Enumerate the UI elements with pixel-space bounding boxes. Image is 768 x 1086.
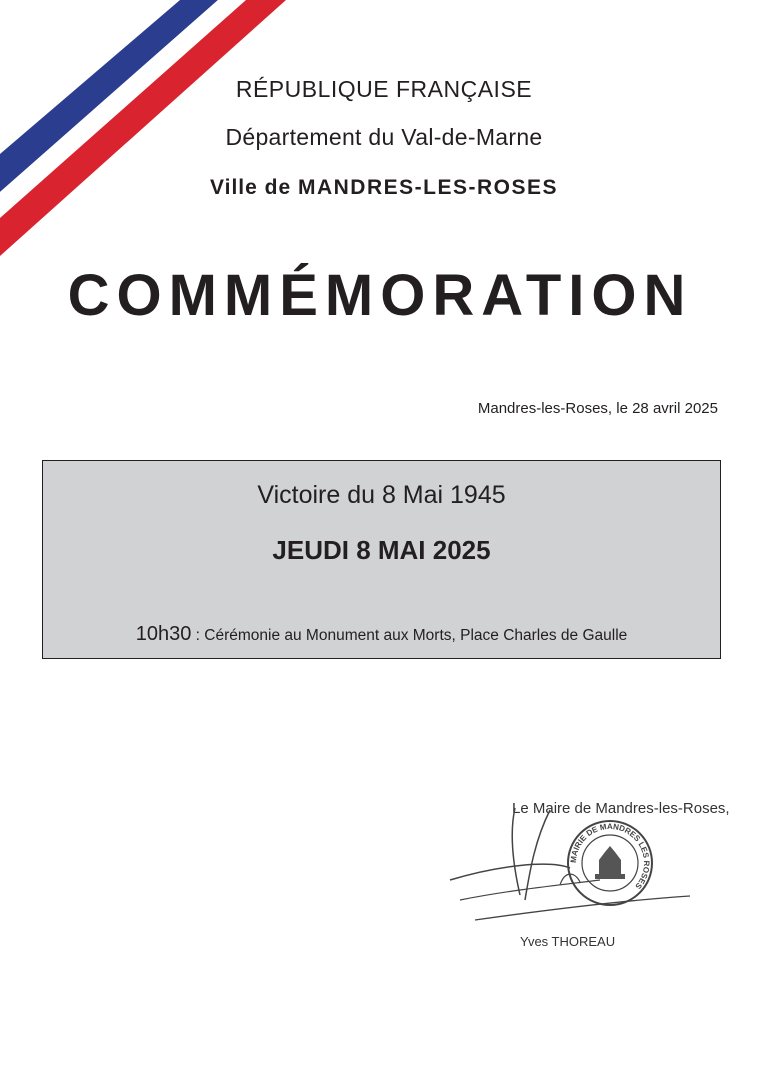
event-date: JEUDI 8 MAI 2025 bbox=[272, 535, 491, 565]
page-title: COMMÉMORATION bbox=[67, 263, 693, 328]
mayor-signature bbox=[440, 800, 740, 930]
event-time: 10h30 bbox=[135, 623, 192, 645]
event-schedule bbox=[43, 623, 720, 646]
city-name: MANDRES-LES-ROSES bbox=[297, 176, 559, 199]
mayor-name: Yves THOREAU bbox=[520, 934, 616, 949]
date-line: Mandres-les-Roses, le 28 avril 2025 bbox=[477, 400, 718, 417]
mayor-title: Le Maire de Mandres-les-Roses, bbox=[512, 800, 730, 817]
event-box bbox=[42, 460, 721, 659]
department-heading: Département du Val-de-Marne bbox=[225, 124, 543, 150]
republic-heading: RÉPUBLIQUE FRANÇAISE bbox=[235, 76, 533, 102]
seal-text: MAIRIE DE MANDRES LES ROSES bbox=[568, 821, 652, 891]
city-heading bbox=[0, 176, 768, 200]
event-description: : Cérémonie au Monument aux Morts, Place Charles de Gaulle bbox=[191, 627, 628, 644]
event-name: Victoire du 8 Mai 1945 bbox=[257, 481, 506, 509]
city-prefix: Ville de bbox=[209, 176, 298, 199]
